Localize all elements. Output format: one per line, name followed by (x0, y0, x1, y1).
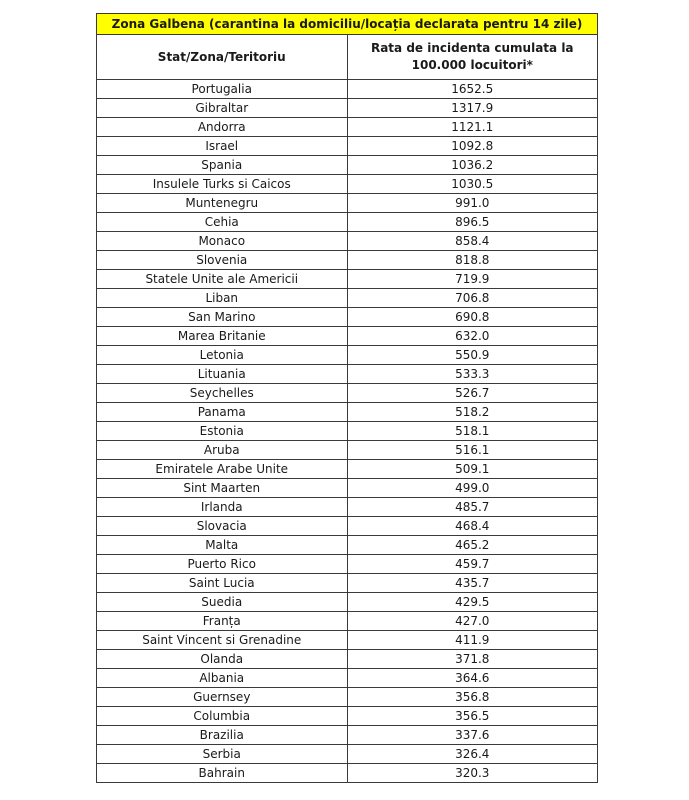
country-cell: Israel (97, 137, 348, 156)
table-row (97, 308, 598, 327)
rate-cell: 465.2 (347, 536, 598, 555)
rate-cell: 1030.5 (347, 175, 598, 194)
rate-cell: 326.4 (347, 745, 598, 764)
table-row (97, 213, 598, 232)
table-row (97, 80, 598, 99)
country-cell: Saint Lucia (97, 574, 348, 593)
rate-cell: 858.4 (347, 232, 598, 251)
country-cell: Aruba (97, 441, 348, 460)
rate-cell: 1121.1 (347, 118, 598, 137)
rate-cell: 518.2 (347, 403, 598, 422)
table-row (97, 289, 598, 308)
column-header-rate-line2: 100.000 locuitori* (411, 58, 533, 72)
country-cell: Spania (97, 156, 348, 175)
country-cell: Portugalia (97, 80, 348, 99)
table-row (97, 555, 598, 574)
rate-cell: 509.1 (347, 460, 598, 479)
country-cell: Insulele Turks si Caicos (97, 175, 348, 194)
table-row (97, 422, 598, 441)
country-cell: Slovacia (97, 517, 348, 536)
country-cell: Columbia (97, 707, 348, 726)
table-row (97, 384, 598, 403)
country-cell: Gibraltar (97, 99, 348, 118)
country-cell: Guernsey (97, 688, 348, 707)
table-head (97, 14, 598, 80)
title-row (97, 14, 598, 35)
country-cell: Letonia (97, 346, 348, 365)
table-row (97, 536, 598, 555)
country-cell: Monaco (97, 232, 348, 251)
country-cell: Lituania (97, 365, 348, 384)
rate-cell: 526.7 (347, 384, 598, 403)
country-cell: Serbia (97, 745, 348, 764)
table-row (97, 764, 598, 783)
country-cell: Bahrain (97, 764, 348, 783)
country-cell: Seychelles (97, 384, 348, 403)
table-row (97, 612, 598, 631)
country-cell: Saint Vincent si Grenadine (97, 631, 348, 650)
table-row (97, 707, 598, 726)
table-row (97, 745, 598, 764)
rate-cell: 435.7 (347, 574, 598, 593)
table-row (97, 574, 598, 593)
rate-cell: 1036.2 (347, 156, 598, 175)
rate-cell: 1317.9 (347, 99, 598, 118)
table-row (97, 327, 598, 346)
country-cell: Panama (97, 403, 348, 422)
table-row (97, 156, 598, 175)
rate-cell: 818.8 (347, 251, 598, 270)
country-cell: Franța (97, 612, 348, 631)
table-row (97, 726, 598, 745)
country-cell: Suedia (97, 593, 348, 612)
table-row (97, 137, 598, 156)
table-row (97, 194, 598, 213)
table-row (97, 688, 598, 707)
table-row (97, 631, 598, 650)
column-header-rate (347, 35, 598, 80)
table-row (97, 460, 598, 479)
country-cell: Malta (97, 536, 348, 555)
rate-cell: 632.0 (347, 327, 598, 346)
column-header-rate-line1: Rata de incidenta cumulata la (370, 41, 574, 55)
country-cell: Brazilia (97, 726, 348, 745)
rate-cell: 337.6 (347, 726, 598, 745)
country-cell: Cehia (97, 213, 348, 232)
rate-cell: 364.6 (347, 669, 598, 688)
table-row (97, 498, 598, 517)
yellow-zone-table (96, 13, 598, 783)
table-row (97, 650, 598, 669)
rate-cell: 518.1 (347, 422, 598, 441)
table-row (97, 99, 598, 118)
country-cell: Puerto Rico (97, 555, 348, 574)
rate-cell: 1092.8 (347, 137, 598, 156)
country-cell: Sint Maarten (97, 479, 348, 498)
table-row (97, 232, 598, 251)
country-cell: Slovenia (97, 251, 348, 270)
table-row (97, 441, 598, 460)
table-row (97, 251, 598, 270)
rate-cell: 468.4 (347, 517, 598, 536)
table-row (97, 517, 598, 536)
country-cell: Olanda (97, 650, 348, 669)
country-cell: Albania (97, 669, 348, 688)
rate-cell: 533.3 (347, 365, 598, 384)
country-cell: San Marino (97, 308, 348, 327)
table-row (97, 479, 598, 498)
rate-cell: 719.9 (347, 270, 598, 289)
country-cell: Irlanda (97, 498, 348, 517)
rate-cell: 320.3 (347, 764, 598, 783)
rate-cell: 459.7 (347, 555, 598, 574)
rate-cell: 499.0 (347, 479, 598, 498)
rate-cell: 690.8 (347, 308, 598, 327)
table-row (97, 593, 598, 612)
rate-cell: 550.9 (347, 346, 598, 365)
rate-cell: 1652.5 (347, 80, 598, 99)
rate-cell: 429.5 (347, 593, 598, 612)
rate-cell: 411.9 (347, 631, 598, 650)
rate-cell: 516.1 (347, 441, 598, 460)
table-row (97, 669, 598, 688)
country-cell: Marea Britanie (97, 327, 348, 346)
rate-cell: 371.8 (347, 650, 598, 669)
table-title: Zona Galbena (carantina la domiciliu/locația declarata pentru 14 zile) (97, 14, 598, 35)
table-row (97, 270, 598, 289)
rate-cell: 427.0 (347, 612, 598, 631)
table-row (97, 346, 598, 365)
country-cell: Muntenegru (97, 194, 348, 213)
header-row (97, 35, 598, 80)
table-row (97, 118, 598, 137)
rate-cell: 485.7 (347, 498, 598, 517)
rate-cell: 356.5 (347, 707, 598, 726)
table-row (97, 365, 598, 384)
country-cell: Emiratele Arabe Unite (97, 460, 348, 479)
column-header-country: Stat/Zona/Teritoriu (97, 35, 348, 80)
country-cell: Estonia (97, 422, 348, 441)
country-cell: Liban (97, 289, 348, 308)
table-body (97, 80, 598, 783)
rate-cell: 356.8 (347, 688, 598, 707)
country-cell: Andorra (97, 118, 348, 137)
table-row (97, 175, 598, 194)
rate-cell: 896.5 (347, 213, 598, 232)
table-row (97, 403, 598, 422)
rate-cell: 706.8 (347, 289, 598, 308)
country-cell: Statele Unite ale Americii (97, 270, 348, 289)
rate-cell: 991.0 (347, 194, 598, 213)
